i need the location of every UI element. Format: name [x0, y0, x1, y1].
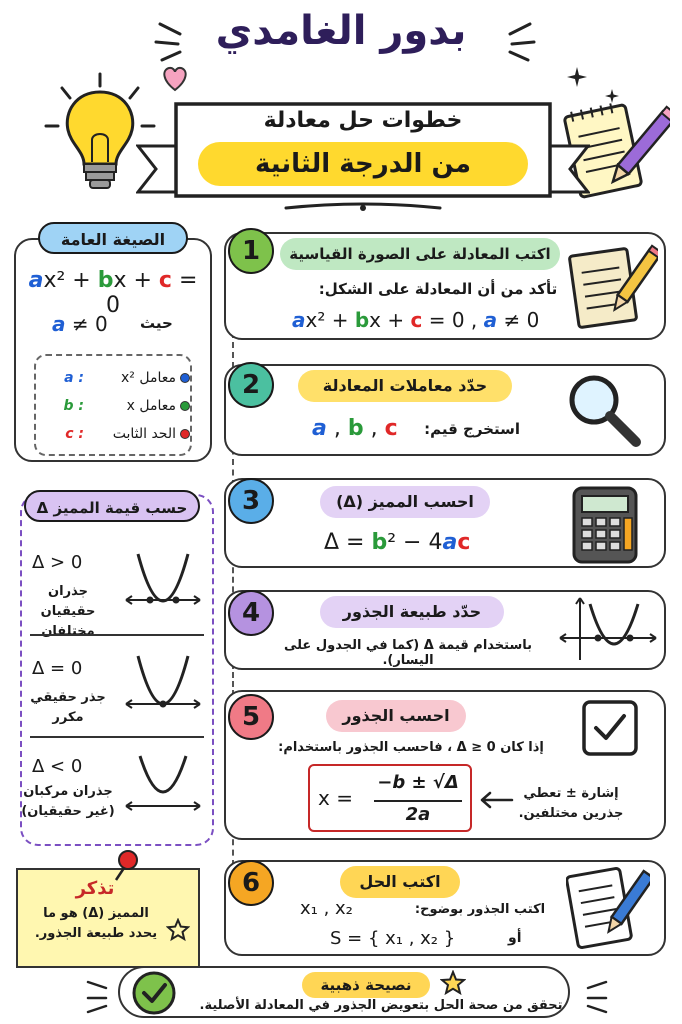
formula-lhs: x =: [318, 786, 353, 810]
fraction-bar: [374, 800, 462, 802]
case-zero-text: جذر حقيقي مكرر: [30, 690, 106, 725]
step-1-number: 1: [228, 228, 274, 274]
heart-icon: [160, 64, 190, 92]
step-5-note: إشارة ± تعطي جذرين مختلفين.: [518, 786, 624, 821]
blue-dot-icon: [180, 373, 190, 383]
step-1-line: تأكد من أن المعادلة على الشكل:: [318, 280, 558, 298]
checklist-pen-icon: [566, 864, 650, 952]
step-2-number: 2: [228, 362, 274, 408]
discriminant-title: حسب قيمة المميز Δ: [24, 490, 200, 522]
step-3-number: 3: [228, 478, 274, 524]
step-2-values: a , b , c: [312, 416, 398, 441]
tip-title: نصيحة ذهبية: [302, 972, 430, 998]
remember-title: تذكر: [75, 878, 115, 899]
coefficient-row-b: معامل x b :: [40, 398, 190, 414]
arrow-left-icon: [478, 790, 514, 810]
step-4-number: 4: [228, 590, 274, 636]
general-form-title: الصيغة العامة: [38, 222, 188, 254]
step-5-title: احسب الجذور: [326, 700, 466, 732]
step-1-title: اكتب المعادلة على الصورة القياسية: [280, 238, 560, 270]
star-icon: [566, 66, 588, 88]
sparkle-lines-icon: [580, 974, 610, 1014]
step-6-roots: x₁ , x₂: [300, 898, 353, 919]
step-4-title: حدّد طبيعة الجذور: [320, 596, 504, 628]
separator: [30, 634, 204, 636]
condition-label: حيث: [140, 314, 173, 332]
sparkle-lines-icon: [490, 14, 540, 64]
check-circle-icon: [128, 968, 180, 1018]
step-3-title: احسب المميز (Δ): [320, 486, 490, 518]
formula-denominator: 2a: [405, 804, 431, 825]
formula-numerator: −b ± √Δ: [377, 772, 459, 793]
tip-text: تحقق من صحة الحل بتعويض الجذور في المعادلة الأصلية.: [199, 998, 563, 1013]
step-3-equation: Δ = b² − 4ac: [324, 530, 471, 555]
checkbox-icon: [580, 698, 640, 758]
star-icon: [166, 918, 190, 942]
case-negative-text: جذران مركبان (غير حقيقيان): [21, 784, 115, 819]
remember-text: المميز (Δ) هو ما يحدد طبيعة الجذور.: [34, 906, 158, 941]
title-line-1: خطوات حل معادلة: [263, 108, 463, 133]
case-negative-condition: Δ < 0: [32, 756, 83, 777]
sparkle-lines-icon: [150, 14, 200, 64]
author-name: بدور الغامدي: [215, 8, 467, 54]
calculator-icon: [570, 484, 640, 564]
star-icon: [440, 970, 466, 996]
parabola-graph-icon: [556, 594, 660, 664]
case-positive-text: جذران حقيقيان مختلفان: [40, 584, 96, 639]
step-6-title: اكتب الحل: [340, 866, 460, 898]
red-dot-icon: [180, 429, 190, 439]
step-1-equation: ax² + bx + c = 0 , a ≠ 0: [292, 308, 540, 332]
step-2-title: حدّد معاملات المعادلة: [298, 370, 512, 402]
step-2-line: استخرج قيم:: [424, 420, 520, 438]
star-icon: [604, 88, 620, 104]
coefficient-row-a: معامل x² a :: [40, 370, 190, 386]
coefficient-row-c: الحد الثابت c :: [40, 426, 190, 442]
step-6-or: أو: [508, 930, 522, 946]
condition-equation: a ≠ 0: [52, 312, 108, 336]
separator: [30, 736, 204, 738]
case-positive-condition: Δ > 0: [32, 552, 83, 573]
notebook-pencil-icon: [568, 242, 658, 332]
sparkle-lines-icon: [84, 974, 114, 1014]
general-equation: ax² + bx + c = 0: [28, 268, 198, 318]
step-5-number: 5: [228, 694, 274, 740]
green-dot-icon: [180, 401, 190, 411]
parabola-two-roots-icon: [124, 548, 202, 618]
step-4-line: باستخدام قيمة Δ (كما في الجدول على اليسار).: [283, 638, 533, 668]
parabola-double-root-icon: [124, 652, 202, 718]
step-6-line: اكتب الجذور بوضوح:: [414, 902, 546, 917]
magnifier-icon: [564, 370, 644, 450]
case-zero-condition: Δ = 0: [32, 658, 83, 679]
step-6-number: 6: [228, 860, 274, 906]
title-line-2: من الدرجة الثانية: [198, 142, 528, 186]
parabola-no-real-roots-icon: [124, 752, 202, 818]
step-5-line: إذا كان Δ ≥ 0 ، فاحسب الجذور باستخدام:: [278, 740, 544, 755]
step-6-set: S = { x₁ , x₂ }: [330, 928, 456, 949]
